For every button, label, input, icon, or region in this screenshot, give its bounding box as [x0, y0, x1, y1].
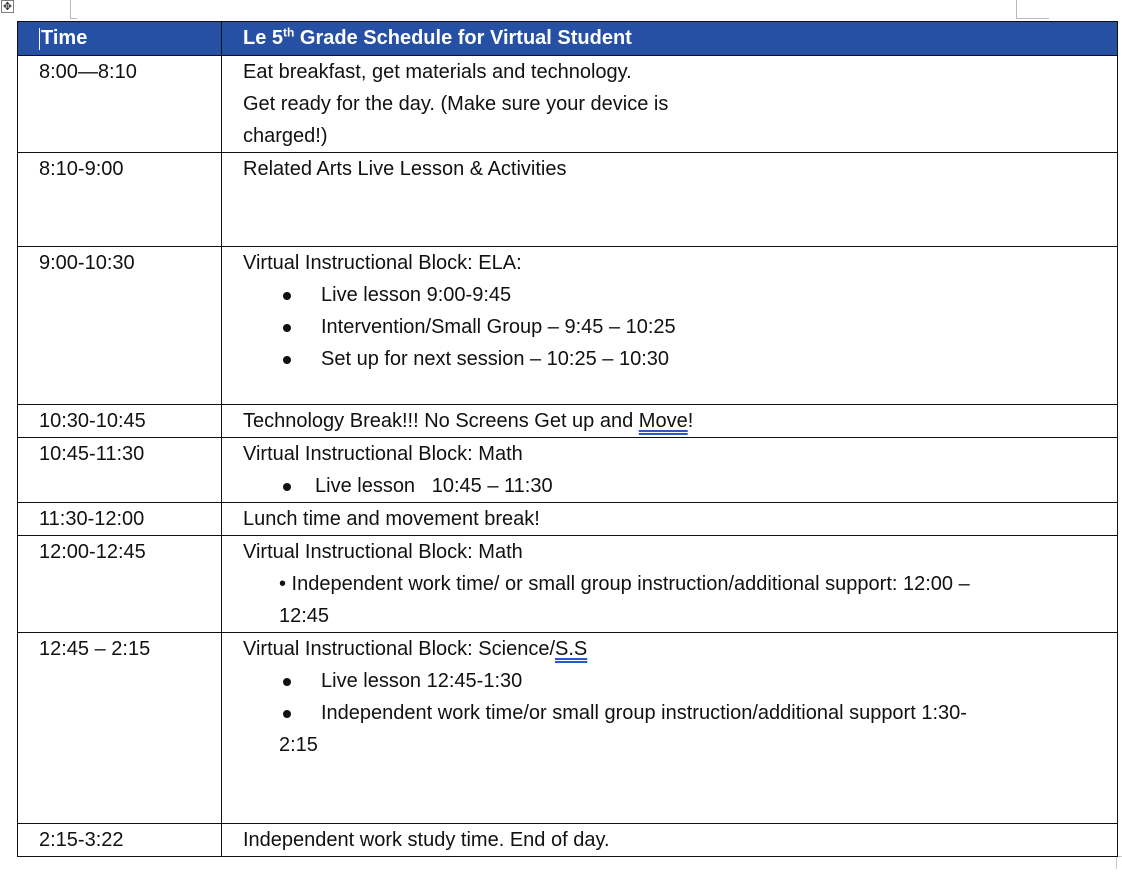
page-corner-mark-left — [70, 0, 77, 19]
page-corner-mark-bottom — [1116, 856, 1122, 869]
schedule-table — [17, 21, 1118, 857]
activity-line: charged!) — [243, 125, 328, 147]
time-column-header[interactable]: Time — [18, 22, 222, 56]
table-row — [18, 405, 1118, 438]
block-heading: Virtual Instructional Block: Science/S.S — [243, 638, 588, 660]
time-cell[interactable]: 8:00—8:10 — [18, 56, 222, 153]
time-cell[interactable]: 2:15-3:22 — [18, 824, 222, 857]
list-item: Live lesson 10:45 – 11:30 — [243, 470, 1117, 502]
spellcheck-marked-word[interactable]: S.S — [555, 638, 588, 660]
list-item: Live lesson 9:00-9:45 — [243, 279, 1117, 311]
list-item: • Independent work time/ or small group instruction/additional support: 12:00 – — [279, 573, 970, 595]
activity-cell[interactable] — [222, 633, 1118, 824]
activity-cell[interactable] — [222, 56, 1118, 153]
activity-cell[interactable]: Independent work study time. End of day. — [222, 824, 1118, 857]
activity-line: Get ready for the day. (Make sure your device is — [243, 93, 669, 115]
bullet-list — [243, 665, 1117, 729]
page-corner-mark-right — [1016, 0, 1049, 19]
table-row — [18, 247, 1118, 405]
list-item-continuation: 2:15 — [279, 734, 318, 756]
table-row — [18, 153, 1118, 247]
time-cell[interactable]: 10:30-10:45 — [18, 405, 222, 438]
text-cursor — [39, 28, 40, 50]
time-cell[interactable]: 8:10-9:00 — [18, 153, 222, 247]
table-row — [18, 56, 1118, 153]
activity-cell[interactable] — [222, 536, 1118, 633]
table-row — [18, 503, 1118, 536]
schedule-title-header[interactable]: Le 5th Grade Schedule for Virtual Student — [222, 22, 1118, 56]
table-move-handle-icon[interactable]: ✥ — [2, 0, 13, 13]
block-heading: Virtual Instructional Block: Math — [243, 443, 523, 465]
block-heading: Virtual Instructional Block: Math — [243, 541, 523, 563]
time-cell[interactable]: 9:00-10:30 — [18, 247, 222, 405]
time-cell[interactable]: 12:45 – 2:15 — [18, 633, 222, 824]
time-cell[interactable]: 10:45-11:30 — [18, 438, 222, 503]
activity-line: Eat breakfast, get materials and technology. — [243, 61, 632, 83]
list-item-continuation: 12:45 — [279, 605, 330, 627]
block-heading: Virtual Instructional Block: ELA: — [243, 252, 522, 274]
activity-cell[interactable]: Lunch time and movement break! — [222, 503, 1118, 536]
time-cell[interactable]: 11:30-12:00 — [18, 503, 222, 536]
bullet-list — [243, 279, 1117, 375]
list-item: Intervention/Small Group – 9:45 – 10:25 — [243, 311, 1117, 343]
spellcheck-marked-word[interactable]: Move — [638, 410, 688, 432]
table-header-row — [18, 22, 1118, 56]
list-item: Live lesson 12:45-1:30 — [243, 665, 1117, 697]
table-row — [18, 536, 1118, 633]
activity-cell[interactable]: Technology Break!!! No Screens Get up and Move! — [222, 405, 1118, 438]
list-item: Set up for next session – 10:25 – 10:30 — [243, 343, 1117, 375]
table-row — [18, 438, 1118, 503]
activity-cell[interactable] — [222, 247, 1118, 405]
activity-cell[interactable] — [222, 438, 1118, 503]
bullet-list — [243, 470, 1117, 502]
list-item: Independent work time/or small group instruction/additional support 1:30- — [243, 697, 1117, 729]
table-row — [18, 824, 1118, 857]
time-cell[interactable]: 12:00-12:45 — [18, 536, 222, 633]
activity-cell[interactable]: Related Arts Live Lesson & Activities — [222, 153, 1118, 247]
table-row — [18, 633, 1118, 824]
